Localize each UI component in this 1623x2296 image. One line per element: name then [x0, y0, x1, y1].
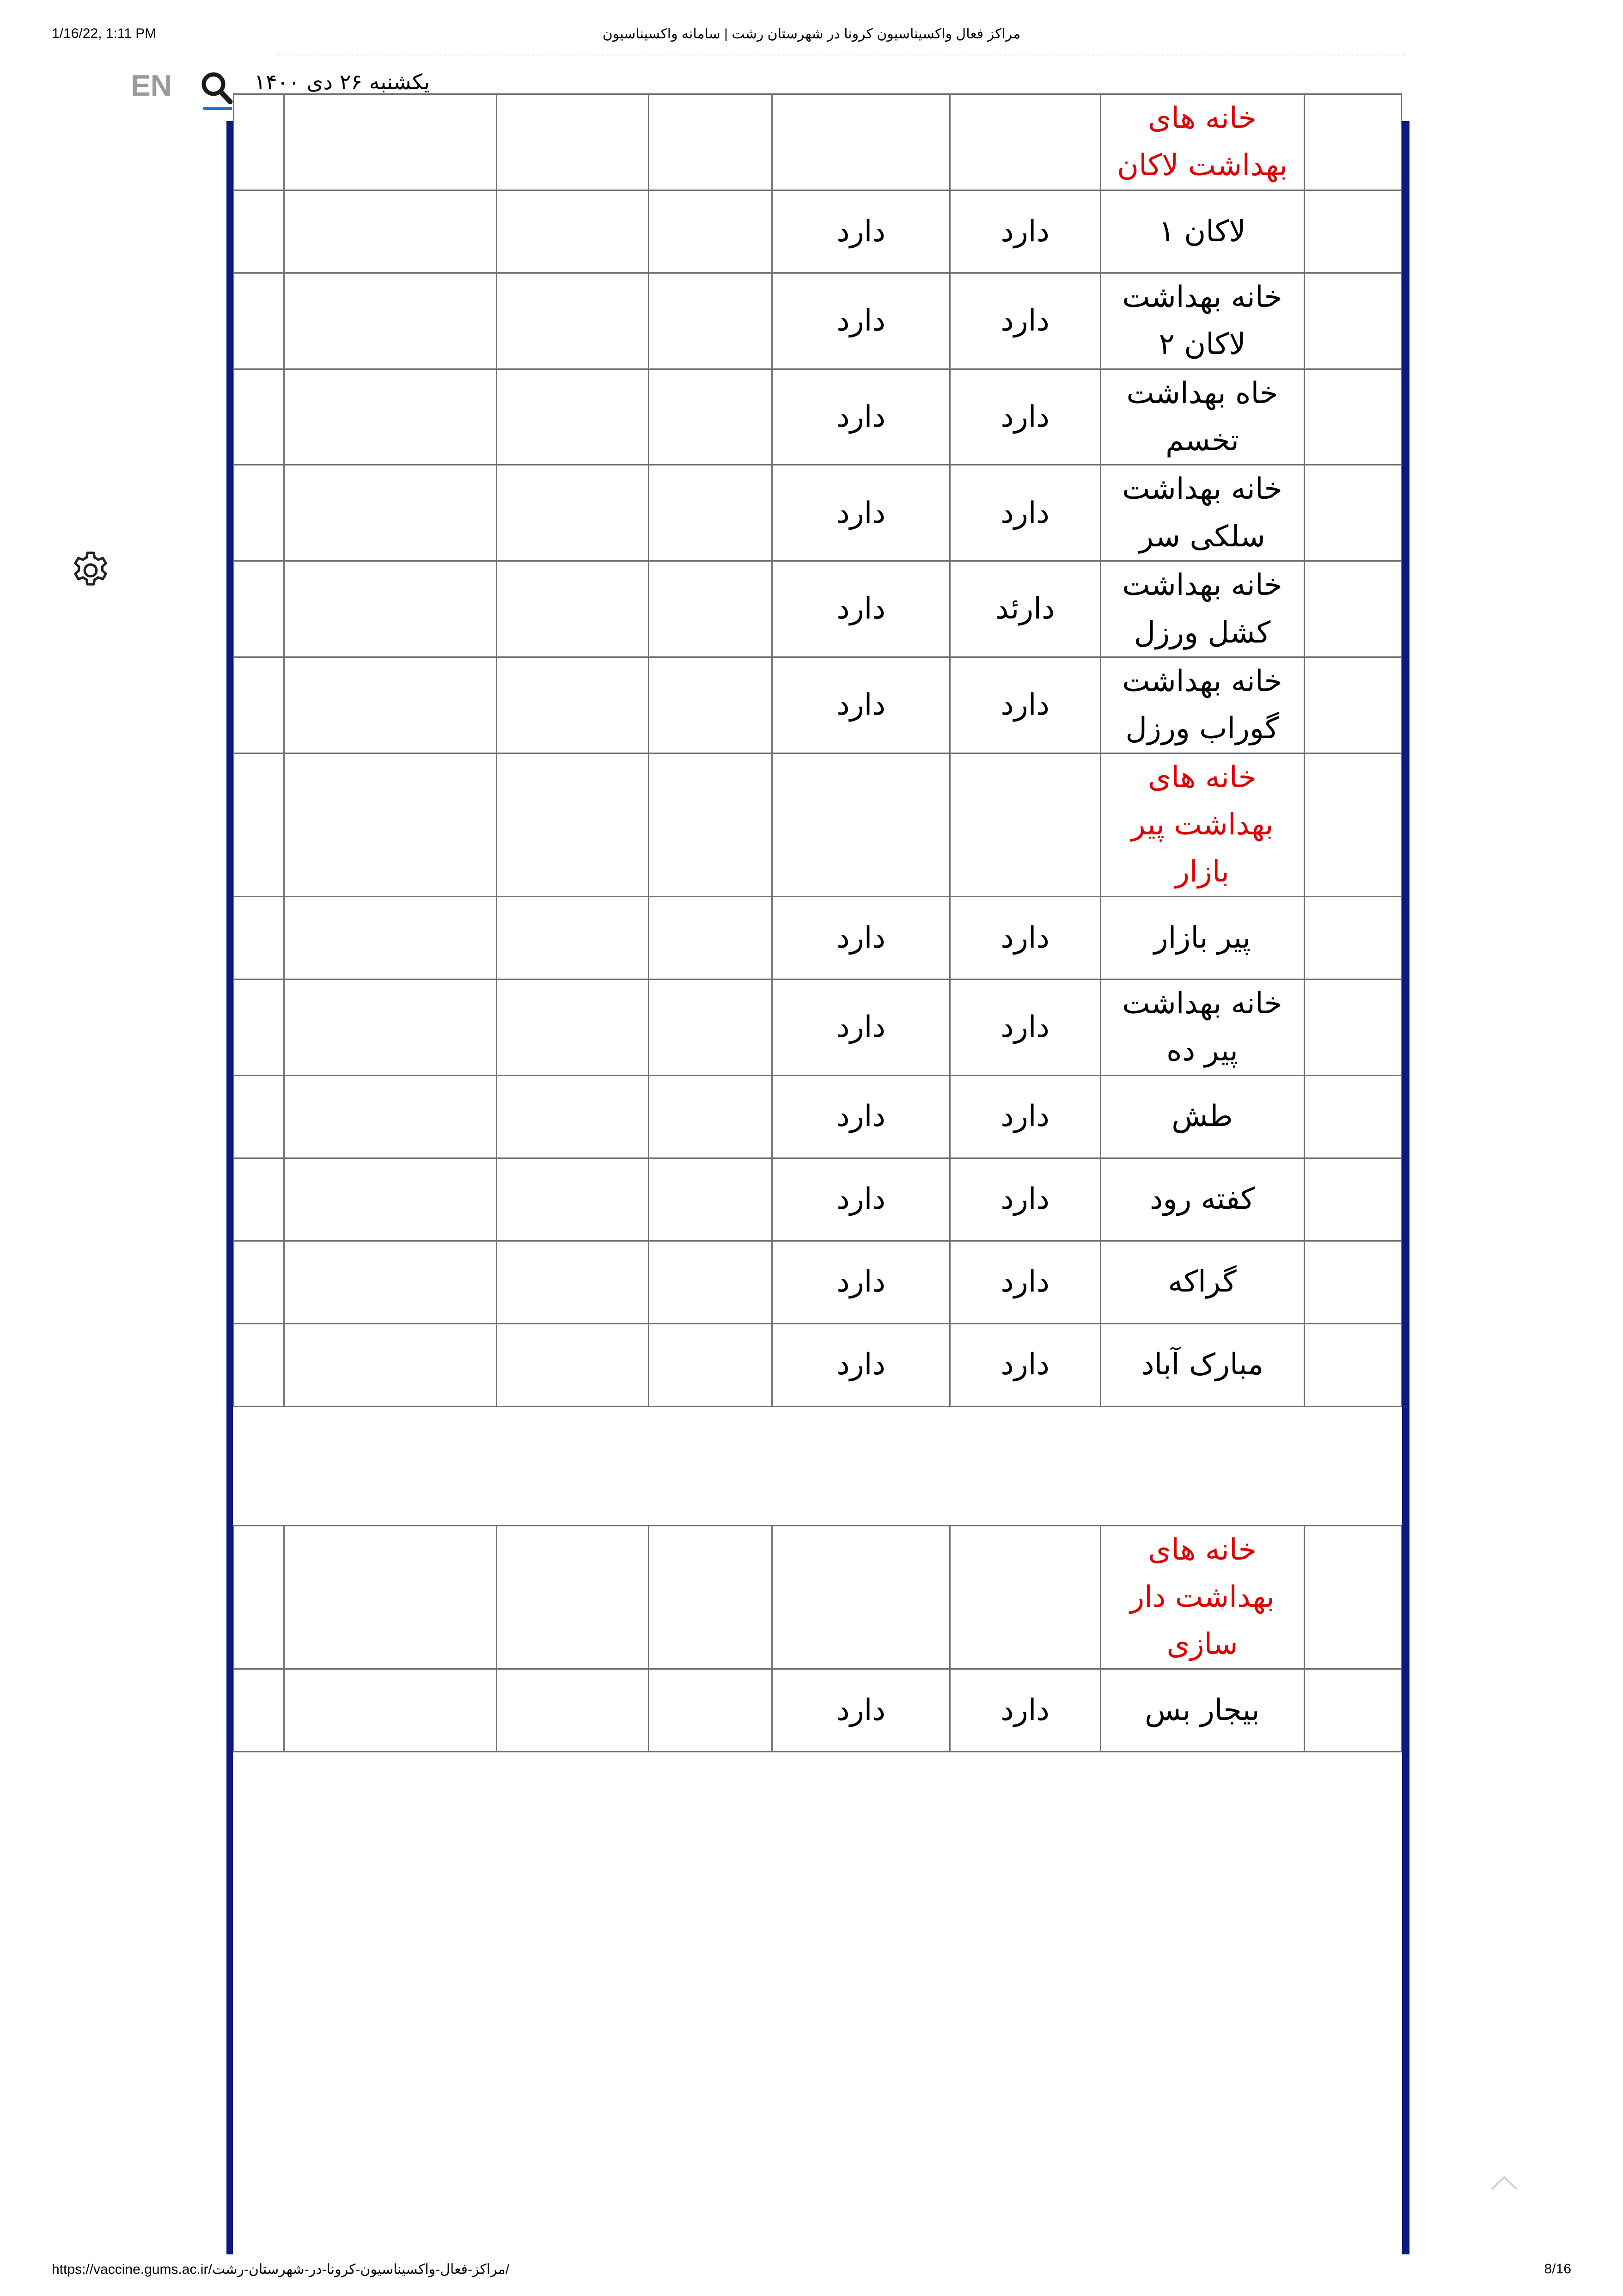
empty-cell	[496, 1158, 649, 1241]
row-index-cell	[1304, 1241, 1401, 1323]
empty-cell	[284, 1669, 496, 1751]
status-cell-1	[950, 94, 1100, 190]
empty-cell	[234, 1669, 284, 1751]
row-index-cell	[1304, 1323, 1401, 1406]
table-row	[234, 273, 1402, 369]
empty-cell	[649, 1323, 772, 1406]
empty-cell	[496, 657, 649, 753]
scroll-to-top-button[interactable]	[1488, 2173, 1520, 2193]
status-cell-2: دارد	[772, 561, 950, 657]
empty-cell	[284, 561, 496, 657]
empty-cell	[234, 657, 284, 753]
empty-cell	[234, 369, 284, 465]
empty-cell	[234, 1241, 284, 1323]
row-index-cell	[1304, 1525, 1401, 1669]
row-index-cell	[1304, 369, 1401, 465]
empty-cell	[284, 753, 496, 896]
center-name-cell: خانه بهداشت لاکان ۲	[1100, 273, 1304, 369]
empty-cell	[284, 1525, 496, 1669]
center-name-cell: خانه بهداشت سلکی سر	[1100, 465, 1304, 561]
table-row	[234, 561, 1402, 657]
row-index-cell	[1304, 561, 1401, 657]
empty-cell	[496, 753, 649, 896]
row-index-cell	[1304, 896, 1401, 979]
empty-cell	[649, 896, 772, 979]
empty-cell	[284, 1323, 496, 1406]
status-cell-2: دارد	[772, 979, 950, 1075]
status-cell-1: دارد	[950, 190, 1100, 273]
vaccination-centers-table	[233, 93, 1402, 1752]
empty-cell	[284, 465, 496, 561]
empty-cell	[496, 273, 649, 369]
table-row	[234, 1669, 1402, 1751]
empty-cell	[496, 1241, 649, 1323]
empty-cell	[284, 979, 496, 1075]
status-cell-1: دارد	[950, 1158, 1100, 1241]
group-heading-row	[234, 1525, 1402, 1669]
print-datetime: 1/16/22, 1:11 PM	[52, 26, 157, 41]
status-cell-2: دارد	[772, 465, 950, 561]
status-cell-2	[772, 94, 950, 190]
empty-cell	[496, 561, 649, 657]
table-row	[234, 1323, 1402, 1406]
empty-cell	[649, 979, 772, 1075]
empty-cell	[234, 1525, 284, 1669]
empty-cell	[496, 1323, 649, 1406]
table-row	[234, 1241, 1402, 1323]
empty-cell	[649, 1075, 772, 1158]
chevron-up-icon	[1488, 2173, 1520, 2193]
empty-cell	[234, 896, 284, 979]
empty-cell	[234, 1323, 284, 1406]
frame-border-right	[1402, 121, 1409, 2254]
empty-cell	[234, 1075, 284, 1158]
empty-cell	[496, 1669, 649, 1751]
table-row	[234, 369, 1402, 465]
empty-cell	[649, 273, 772, 369]
row-index-cell	[1304, 753, 1401, 896]
status-cell-1	[950, 1525, 1100, 1669]
empty-cell	[649, 1241, 772, 1323]
empty-cell	[649, 561, 772, 657]
empty-cell	[649, 94, 772, 190]
table-row	[234, 1075, 1402, 1158]
status-cell-1: دارد	[950, 273, 1100, 369]
center-name-cell: خانه های بهداشت پیر بازار	[1100, 753, 1304, 896]
table-row	[234, 896, 1402, 979]
empty-cell	[649, 753, 772, 896]
empty-cell	[496, 979, 649, 1075]
status-cell-2: دارد	[772, 1323, 950, 1406]
spacer-cell	[234, 1406, 1402, 1525]
status-cell-1: دارد	[950, 979, 1100, 1075]
search-button[interactable]	[200, 70, 237, 110]
row-index-cell	[1304, 1669, 1401, 1751]
center-name-cell: طش	[1100, 1075, 1304, 1158]
empty-cell	[284, 1158, 496, 1241]
empty-cell	[284, 1075, 496, 1158]
center-name-cell: خانه های بهداشت دار سازی	[1100, 1525, 1304, 1669]
status-cell-1: دارد	[950, 1323, 1100, 1406]
group-heading-row	[234, 94, 1402, 190]
status-cell-1: دارد	[950, 465, 1100, 561]
print-url: https://vaccine.gums.ac.ir/مراکز-فعال-واکسیناسیون-کرونا-در-شهرستان-رشت/	[52, 2262, 510, 2277]
status-cell-2: دارد	[772, 657, 950, 753]
center-name-cell: خانه های بهداشت لاکان	[1100, 94, 1304, 190]
status-cell-2: دارد	[772, 1669, 950, 1751]
gear-icon	[68, 548, 113, 593]
empty-cell	[234, 561, 284, 657]
frame-border-left	[226, 121, 233, 2254]
current-date: یکشنبه ۲۶ دی ۱۴۰۰	[254, 69, 430, 94]
row-index-cell	[1304, 657, 1401, 753]
print-page-title: مراکز فعال واکسیناسیون کرونا در شهرستان رشت | سامانه واکسیناسیون	[602, 26, 1021, 42]
table-row	[234, 190, 1402, 273]
print-header	[0, 26, 1623, 49]
group-heading-row	[234, 753, 1402, 896]
empty-cell	[284, 94, 496, 190]
search-icon	[200, 70, 237, 106]
center-name-cell: مبارک آباد	[1100, 1323, 1304, 1406]
settings-button[interactable]	[68, 548, 113, 593]
status-cell-2	[772, 1525, 950, 1669]
row-index-cell	[1304, 979, 1401, 1075]
empty-cell	[649, 1669, 772, 1751]
empty-cell	[649, 369, 772, 465]
empty-cell	[496, 94, 649, 190]
empty-cell	[234, 190, 284, 273]
center-name-cell: کفته رود	[1100, 1158, 1304, 1241]
status-cell-1	[950, 753, 1100, 896]
empty-cell	[234, 979, 284, 1075]
table-row	[234, 979, 1402, 1075]
empty-cell	[234, 273, 284, 369]
center-name-cell: خانه بهداشت کشل ورزل	[1100, 561, 1304, 657]
content-frame	[226, 101, 1409, 2254]
center-name-cell: پیر بازار	[1100, 896, 1304, 979]
table-row	[234, 1158, 1402, 1241]
status-cell-1: دارد	[950, 1075, 1100, 1158]
empty-cell	[234, 753, 284, 896]
empty-cell	[234, 94, 284, 190]
row-index-cell	[1304, 1158, 1401, 1241]
center-name-cell: لاکان ۱	[1100, 190, 1304, 273]
empty-cell	[496, 896, 649, 979]
empty-cell	[284, 1241, 496, 1323]
row-index-cell	[1304, 94, 1401, 190]
table-row	[234, 657, 1402, 753]
status-cell-1: دارد	[950, 1669, 1100, 1751]
row-index-cell	[1304, 1075, 1401, 1158]
empty-cell	[234, 465, 284, 561]
status-cell-2: دارد	[772, 1241, 950, 1323]
empty-cell	[234, 1158, 284, 1241]
empty-cell	[284, 273, 496, 369]
empty-cell	[649, 1525, 772, 1669]
spacer-row	[234, 1406, 1402, 1525]
status-cell-2: دارد	[772, 273, 950, 369]
empty-cell	[649, 465, 772, 561]
status-cell-2: دارد	[772, 1075, 950, 1158]
empty-cell	[649, 657, 772, 753]
empty-cell	[496, 1075, 649, 1158]
row-index-cell	[1304, 465, 1401, 561]
status-cell-2: دارد	[772, 1158, 950, 1241]
empty-cell	[496, 190, 649, 273]
center-name-cell: خاه بهداشت تخسم	[1100, 369, 1304, 465]
status-cell-2	[772, 753, 950, 896]
empty-cell	[284, 896, 496, 979]
table-row	[234, 465, 1402, 561]
status-cell-2: دارد	[772, 369, 950, 465]
center-name-cell: خانه بهداشت پیر ده	[1100, 979, 1304, 1075]
status-cell-2: دارد	[772, 190, 950, 273]
empty-cell	[284, 657, 496, 753]
status-cell-1: دارد	[950, 369, 1100, 465]
empty-cell	[284, 369, 496, 465]
print-page-number: 8/16	[1544, 2261, 1571, 2277]
status-cell-1: دارد	[950, 657, 1100, 753]
row-index-cell	[1304, 190, 1401, 273]
center-name-cell: گراکه	[1100, 1241, 1304, 1323]
status-cell-1: دارد	[950, 1241, 1100, 1323]
row-index-cell	[1304, 273, 1401, 369]
status-cell-2: دارد	[772, 896, 950, 979]
center-name-cell: بیجار بس	[1100, 1669, 1304, 1751]
language-toggle-link[interactable]: EN	[131, 69, 172, 102]
print-footer	[0, 2261, 1623, 2284]
search-active-underline	[203, 107, 232, 110]
status-cell-1: دارئد	[950, 561, 1100, 657]
empty-cell	[649, 190, 772, 273]
empty-cell	[496, 465, 649, 561]
empty-cell	[496, 1525, 649, 1669]
empty-cell	[284, 190, 496, 273]
center-name-cell: خانه بهداشت گوراب ورزل	[1100, 657, 1304, 753]
status-cell-1: دارد	[950, 896, 1100, 979]
empty-cell	[496, 369, 649, 465]
empty-cell	[649, 1158, 772, 1241]
